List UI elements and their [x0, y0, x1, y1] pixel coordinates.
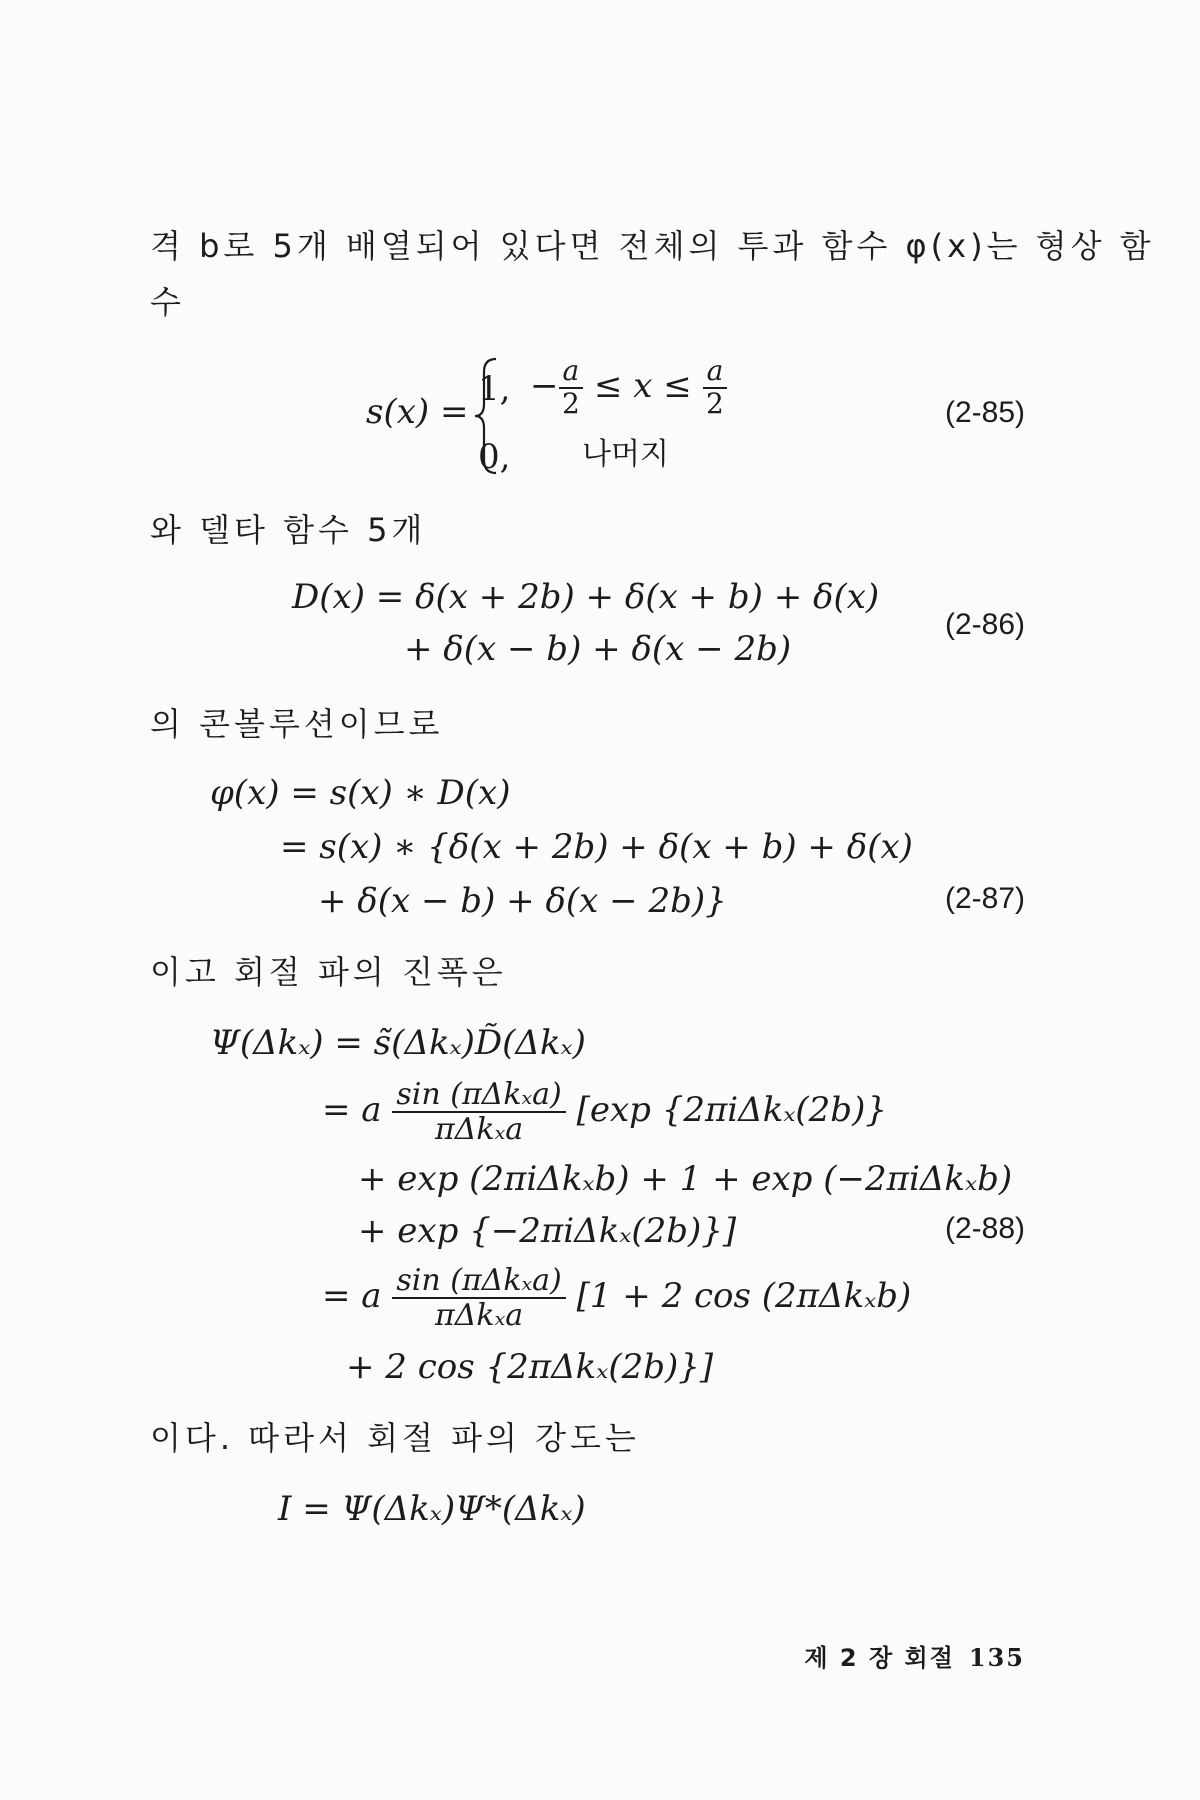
case1-condition: − $\frac{a}{2}$ ≤ x ≤ $\frac{a}{2}$ — [530, 356, 727, 420]
chapter-title: 제 2 장 회절 — [804, 1644, 955, 1672]
text-delta: 와 델타 함수 5개 — [150, 511, 427, 549]
case2-condition: 나머지 — [582, 437, 669, 472]
intro-line-1: 격 b로 5개 배열되어 있다면 전체의 투과 함수 φ(x)는 형상 함 — [150, 227, 1155, 265]
eq-2-87-line1: φ(x) = s(x) ∗ D(x) — [210, 773, 511, 813]
text-amplitude: 이고 회절 파의 진폭은 — [150, 953, 507, 991]
page-footer — [804, 1638, 1025, 1673]
eq-2-88-line5: = a $\frac{\text{sin (πΔkₓa)}}{\text{πΔkₓa}}$ [1 + 2 cos (2πΔkₓb) — [322, 1263, 912, 1333]
eq-label-2-88: (2-88) — [944, 1212, 1025, 1245]
eq-2-86-line1: D(x) = δ(x + 2b) + δ(x + b) + δ(x) — [292, 577, 880, 617]
eq-2-88-line4: + exp {−2πiΔkₓ(2b)}] — [358, 1211, 737, 1251]
eq-label-2-85: (2-85) — [944, 396, 1025, 429]
eq-2-86-line2: + δ(x − b) + δ(x − 2b) — [404, 629, 792, 669]
page-number: 135 — [968, 1643, 1025, 1672]
case2-value: 0, — [478, 437, 511, 477]
eq-intensity: I = Ψ(Δkₓ)Ψ*(Δkₓ) — [278, 1489, 586, 1529]
eq-2-85-lhs: s(x) = — [366, 392, 469, 432]
eq-2-88-line6: + 2 cos {2πΔkₓ(2b)}] — [346, 1347, 714, 1387]
intro-line-2: 수 — [150, 283, 185, 321]
eq-2-87-line2: = s(x) ∗ {δ(x + 2b) + δ(x + b) + δ(x) — [280, 827, 913, 867]
text-intensity: 이다. 따라서 회절 파의 강도는 — [150, 1419, 640, 1457]
eq-2-88-line3: + exp (2πiΔkₓb) + 1 + exp (−2πiΔkₓb) — [358, 1159, 1013, 1199]
text-convolution: 의 콘볼루션이므로 — [150, 705, 444, 743]
eq-label-2-87: (2-87) — [944, 882, 1025, 915]
eq-2-87-line3: + δ(x − b) + δ(x − 2b)} — [318, 881, 727, 921]
case1-value: 1, — [478, 369, 511, 409]
eq-2-88-line1: Ψ(Δkₓ) = s̃(Δkₓ)D̃(Δkₓ) — [210, 1023, 586, 1063]
eq-label-2-86: (2-86) — [944, 608, 1025, 641]
eq-2-88-line2: = a $\frac{\text{sin (πΔkₓa)}}{\text{πΔkₓa}}$ [exp {2πiΔkₓ(2b)} — [322, 1077, 887, 1147]
